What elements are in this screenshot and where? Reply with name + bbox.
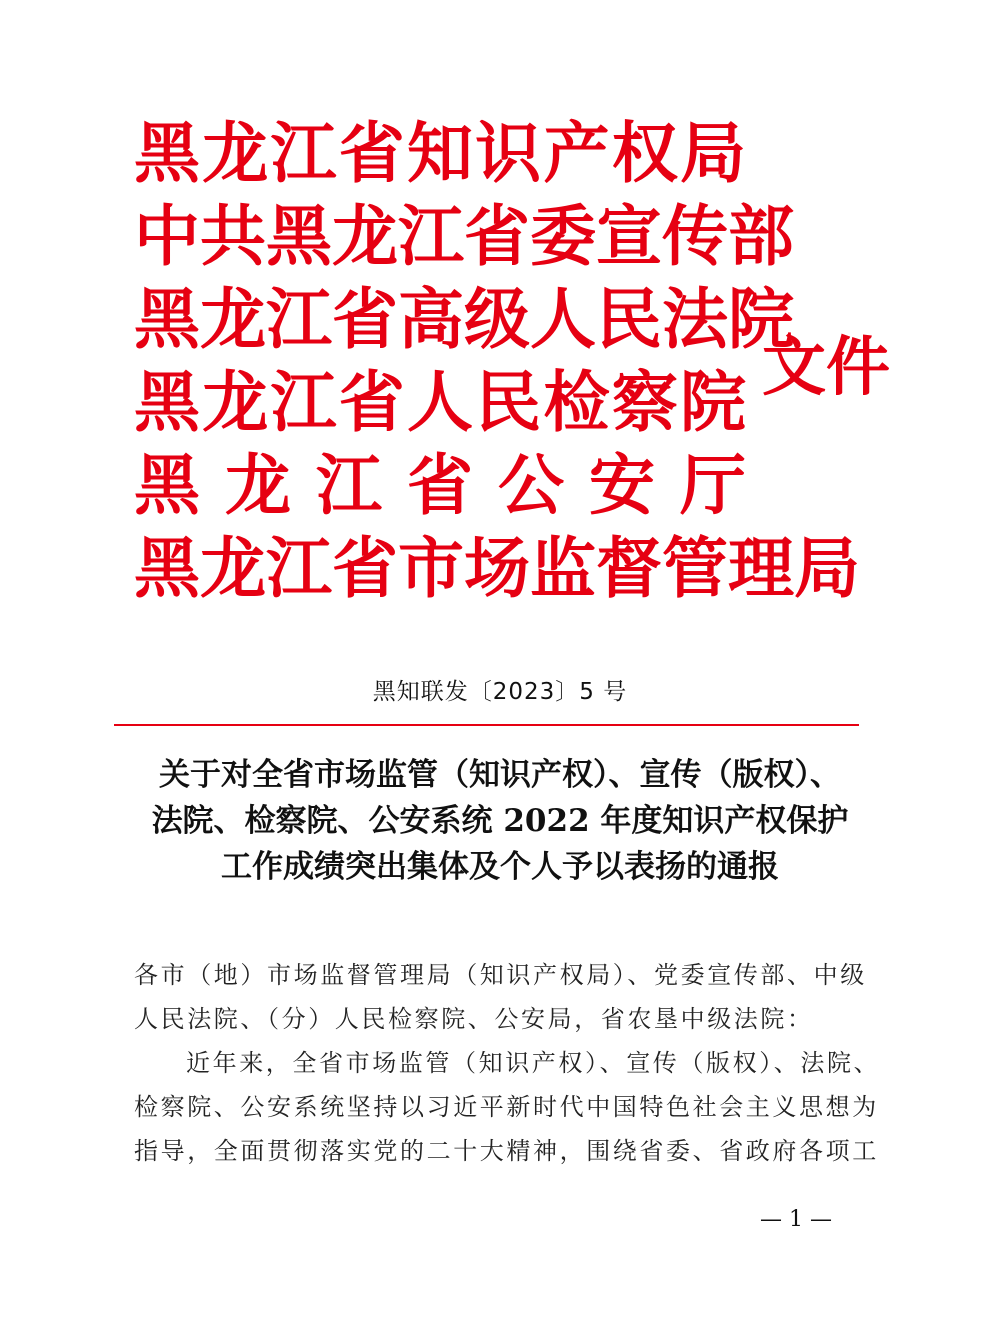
issuer-line: 黑龙江省人民检察院 — [134, 363, 746, 441]
addressee-line: 各市（地）市场监督管理局（知识产权局）、党委宣传部、中级 — [134, 961, 867, 989]
document-type-label: 文件 — [762, 330, 890, 405]
document-body — [134, 953, 881, 1173]
issuer-line: 黑龙江省高级人民法院 — [134, 280, 794, 358]
page-number: — 1 — — [760, 1207, 832, 1232]
paragraph-line: 检察院、公安系统坚持以习近平新时代中国特色社会主义思想为 — [134, 1093, 879, 1121]
title-line: 法院、检察院、公安系统 2022 年度知识产权保护 — [151, 803, 849, 839]
document-number: 黑知联发〔2023〕5 号 — [372, 679, 628, 705]
document-title — [120, 752, 880, 890]
issuer-line: 黑龙江省公安厅 — [134, 446, 746, 524]
red-divider — [114, 724, 859, 726]
issuer-line: 中共黑龙江省委宣传部 — [134, 197, 794, 275]
title-line: 关于对全省市场监管（知识产权）、宣传（版权）、 — [159, 757, 841, 793]
issuer-line: 黑龙江省知识产权局 — [134, 114, 746, 192]
paragraph-line: 近年来，全省市场监管（知识产权）、宣传（版权）、法院、 — [186, 1049, 881, 1077]
paragraph-line: 指导，全面贯彻落实党的二十大精神，围绕省委、省政府各项工 — [134, 1137, 879, 1165]
title-line: 工作成绩突出集体及个人予以表扬的通报 — [221, 849, 779, 885]
addressee-line: 人民法院、（分）人民检察院、公安局，省农垦中级法院： — [134, 1005, 814, 1033]
issuer-line: 黑龙江省市场监督管理局 — [134, 529, 860, 607]
